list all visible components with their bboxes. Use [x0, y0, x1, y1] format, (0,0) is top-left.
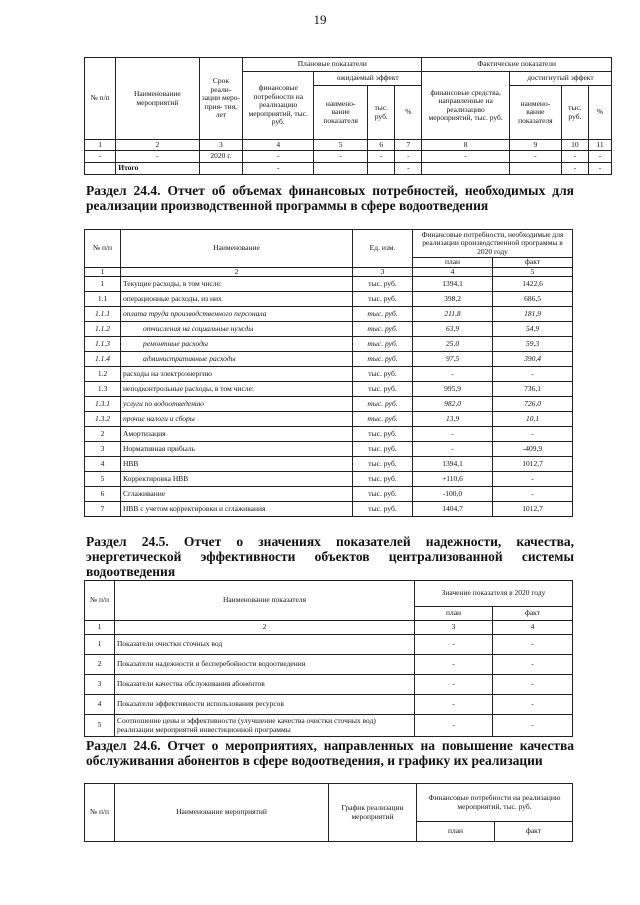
cell: -: [413, 442, 493, 457]
cell: 3: [85, 675, 115, 695]
cell: 59,3: [493, 337, 573, 352]
cell: 1012,7: [493, 502, 573, 517]
cell: 686,5: [493, 292, 573, 307]
cell: 13,9: [413, 412, 493, 427]
measures-table: [84, 57, 612, 175]
table-row: [85, 412, 573, 427]
table-row: [85, 487, 573, 502]
header-plan: план: [413, 258, 493, 268]
cell: 1.3.2: [85, 412, 121, 427]
header-achieved: достигнутый эффект: [509, 72, 611, 86]
cell: тыс. руб.: [353, 352, 413, 367]
cell: тыс. руб.: [353, 322, 413, 337]
cell: 4: [243, 140, 314, 151]
cell: 4: [493, 621, 573, 635]
header-fin-needs: Финансовые потребности на реализацию мероприятий, тыс. руб.: [417, 784, 573, 822]
column-number-row: [85, 621, 573, 635]
cell: 10: [561, 140, 588, 151]
total-row: [85, 163, 612, 175]
table-row: [85, 367, 573, 382]
cell: 63,9: [413, 322, 493, 337]
cell: отчисления на социальные нужды: [121, 322, 353, 337]
header-plan: план: [417, 822, 495, 842]
cell: 3: [199, 140, 243, 151]
header-name: Наименование показателя: [115, 581, 415, 621]
header-value: Значение показателя в 2020 году: [415, 581, 573, 607]
table-row: [85, 472, 573, 487]
cell: 1.1.4: [85, 352, 121, 367]
cell: 10,1: [493, 412, 573, 427]
table-row: [85, 277, 573, 292]
service-quality-measures-table: [84, 783, 573, 842]
cell: ремонтные расходы: [121, 337, 353, 352]
cell: -: [561, 151, 588, 163]
cell: 390,4: [493, 352, 573, 367]
cell: тыс. руб.: [353, 382, 413, 397]
cell: НВВ: [121, 457, 353, 472]
header-term: Срок реали- зации меро- прия- тия, лет: [199, 58, 243, 140]
header-effect-pct: %: [395, 86, 422, 140]
table-row: [85, 397, 573, 412]
cell: -: [509, 151, 561, 163]
header-num: № п/п: [85, 58, 116, 140]
cell: 1.1.1: [85, 307, 121, 322]
cell: 3: [353, 267, 413, 277]
section-heading-24-6: Раздел 24.6. Отчет о мероприятиях, направленных на повышение качества обслуживания абонентов в сфере водоотведения, и графику их реализации: [86, 738, 574, 768]
cell: -: [493, 675, 573, 695]
table-row: [85, 635, 573, 655]
cell: [509, 163, 561, 175]
cell: 97,5: [413, 352, 493, 367]
cell: -: [116, 151, 199, 163]
table-row: [85, 457, 573, 472]
cell: 1422,6: [493, 277, 573, 292]
section-heading-24-5: Раздел 24.5. Отчет о значениях показателей надежности, качества, энергетической эффективности объектов централизованной системы водоотведения: [86, 534, 574, 579]
header-fact: факт: [493, 607, 573, 621]
cell: Показатели эффективности использования ресурсов: [115, 695, 415, 715]
table-row: [85, 427, 573, 442]
cell: 398,2: [413, 292, 493, 307]
cell: Показатели очистки сточных вод: [115, 635, 415, 655]
table-row: [85, 382, 573, 397]
cell: -: [395, 151, 422, 163]
cell: -: [243, 163, 314, 175]
total-label: Итого: [116, 163, 199, 175]
header-fin-need: финансовые потребности на реализацию мероприятий, тыс. руб.: [243, 72, 314, 140]
cell: 2: [85, 427, 121, 442]
table-row: [85, 292, 573, 307]
cell: Амортизация: [121, 427, 353, 442]
cell: -: [415, 695, 493, 715]
cell: -: [493, 715, 573, 737]
cell: 5: [314, 140, 368, 151]
cell: -: [415, 635, 493, 655]
cell: [368, 163, 395, 175]
header-effect-name: наимено- вание показателя: [314, 86, 368, 140]
cell: тыс. руб.: [353, 442, 413, 457]
cell: 4: [85, 695, 115, 715]
cell: [314, 163, 368, 175]
cell: +110,6: [413, 472, 493, 487]
cell: 2: [115, 621, 415, 635]
table-row: [85, 715, 573, 737]
cell: тыс. руб.: [353, 472, 413, 487]
header-schedule: График реализации мероприятий: [329, 784, 417, 842]
table-row: [85, 352, 573, 367]
cell: -409,9: [493, 442, 573, 457]
table-row: [85, 675, 573, 695]
cell: 1: [85, 140, 116, 151]
cell: -: [415, 715, 493, 737]
cell: 1394,1: [413, 277, 493, 292]
table-row: [85, 322, 573, 337]
table-row: [85, 502, 573, 517]
cell: расходы на электроэнергию: [121, 367, 353, 382]
header-plan: Плановые показатели: [243, 58, 422, 72]
cell: 1: [85, 621, 115, 635]
header-expected: ожидаемый эффект: [314, 72, 422, 86]
cell: Показатели надежности и бесперебойности водоотведения: [115, 655, 415, 675]
cell: 7: [85, 502, 121, 517]
cell: тыс. руб.: [353, 457, 413, 472]
column-number-row: [85, 140, 612, 151]
cell: 1.1.2: [85, 322, 121, 337]
cell: Показатели качества обслуживания абонентов: [115, 675, 415, 695]
cell: 1.1: [85, 292, 121, 307]
header-effect-unit: тыс. руб.: [368, 86, 395, 140]
header-fact: Фактические показатели: [422, 58, 612, 72]
cell: тыс. руб.: [353, 427, 413, 442]
cell: 181,9: [493, 307, 573, 322]
cell: -: [588, 151, 611, 163]
cell: 1: [85, 277, 121, 292]
cell: -: [493, 472, 573, 487]
cell: 11: [588, 140, 611, 151]
cell: 1394,1: [413, 457, 493, 472]
cell: 982,0: [413, 397, 493, 412]
cell: 1012,7: [493, 457, 573, 472]
header-effect-unit: тыс. руб.: [561, 86, 588, 140]
column-number-row: [85, 267, 573, 277]
cell: 736,1: [493, 382, 573, 397]
cell: -: [493, 635, 573, 655]
cell: 4: [85, 457, 121, 472]
cell: 7: [395, 140, 422, 151]
header-name: Наименование мероприятий: [115, 784, 329, 842]
header-fact: факт: [495, 822, 573, 842]
cell: 6: [85, 487, 121, 502]
cell: 211,8: [413, 307, 493, 322]
header-fin-needs: Финансовые потребности, необходимые для реализации производственной программы в 2020 году: [413, 230, 573, 258]
cell: 25,0: [413, 337, 493, 352]
cell: -: [415, 655, 493, 675]
cell: неподконтрольные расходы, в том числе:: [121, 382, 353, 397]
cell: 726,0: [493, 397, 573, 412]
cell: 1: [85, 635, 115, 655]
cell: -: [368, 151, 395, 163]
cell: Корректировка НВВ: [121, 472, 353, 487]
cell: 1.1.3: [85, 337, 121, 352]
cell: 1.3.1: [85, 397, 121, 412]
cell: 54,9: [493, 322, 573, 337]
cell: 1: [85, 267, 121, 277]
page-number: 19: [313, 12, 327, 27]
cell: тыс. руб.: [353, 502, 413, 517]
cell: Текущие расходы, в том числе:: [121, 277, 353, 292]
cell: тыс. руб.: [353, 397, 413, 412]
cell: тыс. руб.: [353, 487, 413, 502]
cell: -100,0: [413, 487, 493, 502]
cell: тыс. руб.: [353, 307, 413, 322]
header-num: № п/п: [85, 581, 115, 621]
cell: -: [493, 367, 573, 382]
cell: 2: [116, 140, 199, 151]
table-row: [85, 695, 573, 715]
cell: -: [85, 151, 116, 163]
header-name: Наименование мероприятий: [116, 58, 199, 140]
cell: тыс. руб.: [353, 412, 413, 427]
table-row: [85, 307, 573, 322]
cell: 5: [493, 267, 573, 277]
header-unit: Ед. изм.: [353, 230, 413, 268]
cell: -: [422, 151, 509, 163]
cell: -: [243, 151, 314, 163]
cell: тыс. руб.: [353, 292, 413, 307]
cell: 5: [85, 715, 115, 737]
table-row: [85, 151, 612, 163]
table-row: [85, 655, 573, 675]
table-row: [85, 337, 573, 352]
cell: -: [493, 695, 573, 715]
cell: 5: [85, 472, 121, 487]
cell: [85, 163, 116, 175]
cell: 2: [85, 655, 115, 675]
cell: оплата труда производственного персонала: [121, 307, 353, 322]
section-heading-24-4: Раздел 24.4. Отчет об объемах финансовых потребностей, необходимых для реализации производственной программы в сфере водоотведения: [86, 183, 574, 213]
table-row: [85, 442, 573, 457]
cell: Соотношение цены и эффективности (улучшение качества очистки сточных вод) реализации мероприятий инвестиционной программы: [115, 715, 415, 737]
cell: НВВ с учетом корректировки и сглаживания: [121, 502, 353, 517]
cell: -: [413, 427, 493, 442]
cell: [199, 163, 243, 175]
cell: операционные расходы, из них: [121, 292, 353, 307]
cell: 3: [85, 442, 121, 457]
cell: -: [413, 367, 493, 382]
cell: 3: [415, 621, 493, 635]
cell: тыс. руб.: [353, 337, 413, 352]
cell: 9: [509, 140, 561, 151]
reliability-indicators-table: [84, 580, 573, 737]
cell: [422, 163, 509, 175]
cell: 1404,7: [413, 502, 493, 517]
header-plan: план: [415, 607, 493, 621]
cell: 4: [413, 267, 493, 277]
cell: 1.2: [85, 367, 121, 382]
header-effect-name: наимено- вание показателя: [509, 86, 561, 140]
cell: -: [314, 151, 368, 163]
cell: 1.3: [85, 382, 121, 397]
cell: 2020 г.: [199, 151, 243, 163]
header-num: № п/п: [85, 784, 115, 842]
cell: услуги по водоотведению: [121, 397, 353, 412]
cell: тыс. руб.: [353, 367, 413, 382]
cell: 2: [121, 267, 353, 277]
header-num: № п/п: [85, 230, 121, 268]
financial-needs-table: [84, 229, 573, 517]
cell: 8: [422, 140, 509, 151]
header-name: Наименование: [121, 230, 353, 268]
cell: -: [493, 487, 573, 502]
cell: -: [493, 655, 573, 675]
cell: -: [561, 163, 588, 175]
cell: -: [415, 675, 493, 695]
cell: -: [588, 163, 611, 175]
cell: 6: [368, 140, 395, 151]
header-fin-means: финансовые средства, направленные на реализацию мероприятий, тыс. руб.: [422, 72, 509, 140]
header-effect-pct: %: [588, 86, 611, 140]
cell: Нормативная прибыль: [121, 442, 353, 457]
cell: тыс. руб.: [353, 277, 413, 292]
cell: 995,9: [413, 382, 493, 397]
cell: административные расходы: [121, 352, 353, 367]
cell: -: [395, 163, 422, 175]
header-fact: факт: [493, 258, 573, 268]
cell: прочие налоги и сборы: [121, 412, 353, 427]
cell: Сглаживание: [121, 487, 353, 502]
cell: -: [493, 427, 573, 442]
